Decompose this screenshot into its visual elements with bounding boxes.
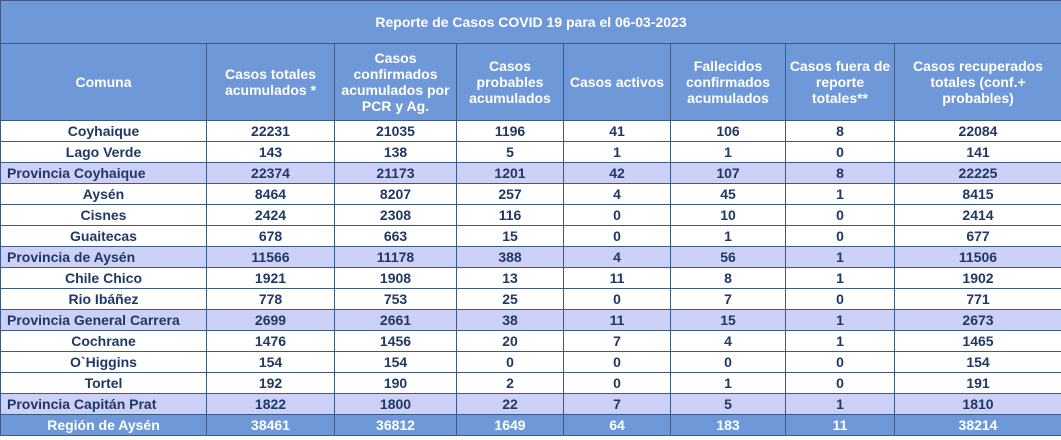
cell-fuera-reporte: 1 — [786, 331, 895, 352]
cell-fallecidos: 15 — [671, 310, 786, 331]
table-row — [1, 226, 1061, 247]
province-row — [1, 163, 1061, 184]
cell-fallecidos: 45 — [671, 184, 786, 205]
cell-casos-activos: 7 — [564, 331, 671, 352]
cell-fuera-reporte: 8 — [786, 163, 895, 184]
cell-casos-probables: 116 — [457, 205, 564, 226]
cell-casos-confirmados: 1800 — [335, 394, 457, 415]
cell-fuera-reporte: 11 — [786, 415, 895, 436]
cell-casos-probables: 5 — [457, 142, 564, 163]
cell-recuperados: 11506 — [895, 247, 1061, 268]
cell-recuperados: 22225 — [895, 163, 1061, 184]
cell-casos-confirmados: 138 — [335, 142, 457, 163]
cell-casos-totales: 1476 — [207, 331, 335, 352]
cell-fuera-reporte: 0 — [786, 142, 895, 163]
cell-recuperados: 2673 — [895, 310, 1061, 331]
cell-comuna: Provincia General Carrera — [1, 310, 207, 331]
header-casos-probables: Casos probables acumulados — [457, 44, 564, 121]
cell-casos-totales: 8464 — [207, 184, 335, 205]
table-row — [1, 121, 1061, 142]
cell-comuna: Provincia Coyhaique — [1, 163, 207, 184]
cell-fallecidos: 8 — [671, 268, 786, 289]
table-row — [1, 268, 1061, 289]
cell-casos-totales: 2699 — [207, 310, 335, 331]
cell-casos-activos: 42 — [564, 163, 671, 184]
province-row — [1, 247, 1061, 268]
province-row — [1, 394, 1061, 415]
cell-fallecidos: 1 — [671, 373, 786, 394]
cell-fuera-reporte: 1 — [786, 184, 895, 205]
cell-fuera-reporte: 1 — [786, 247, 895, 268]
cell-fuera-reporte: 0 — [786, 289, 895, 310]
cell-fallecidos: 106 — [671, 121, 786, 142]
cell-casos-totales: 143 — [207, 142, 335, 163]
header-comuna: Comuna — [1, 44, 207, 121]
region-total-row — [1, 415, 1061, 436]
cell-fallecidos: 183 — [671, 415, 786, 436]
header-fallecidos: Fallecidos confirmados acumulados — [671, 44, 786, 121]
cell-fuera-reporte: 1 — [786, 310, 895, 331]
cell-comuna: Región de Aysén — [1, 415, 207, 436]
cell-casos-confirmados: 663 — [335, 226, 457, 247]
cell-fallecidos: 5 — [671, 394, 786, 415]
cell-casos-totales: 778 — [207, 289, 335, 310]
cell-fuera-reporte: 1 — [786, 268, 895, 289]
cell-recuperados: 141 — [895, 142, 1061, 163]
table-row — [1, 331, 1061, 352]
cell-casos-confirmados: 36812 — [335, 415, 457, 436]
table-row — [1, 289, 1061, 310]
cell-comuna: Guaitecas — [1, 226, 207, 247]
cell-casos-totales: 192 — [207, 373, 335, 394]
cell-comuna: Lago Verde — [1, 142, 207, 163]
cell-recuperados: 2414 — [895, 205, 1061, 226]
cell-casos-confirmados: 154 — [335, 352, 457, 373]
cell-fallecidos: 0 — [671, 352, 786, 373]
header-casos-confirmados: Casos confirmados acumulados por PCR y Ag. — [335, 44, 457, 121]
cell-recuperados: 38214 — [895, 415, 1061, 436]
table-row — [1, 184, 1061, 205]
cell-casos-confirmados: 190 — [335, 373, 457, 394]
cell-casos-probables: 1649 — [457, 415, 564, 436]
cell-comuna: Coyhaique — [1, 121, 207, 142]
header-casos-totales: Casos totales acumulados * — [207, 44, 335, 121]
cell-casos-totales: 1921 — [207, 268, 335, 289]
cell-casos-probables: 20 — [457, 331, 564, 352]
cell-casos-activos: 1 — [564, 142, 671, 163]
cell-casos-probables: 388 — [457, 247, 564, 268]
cell-fallecidos: 7 — [671, 289, 786, 310]
table-row — [1, 142, 1061, 163]
header-fuera-reporte: Casos fuera de reporte totales** — [786, 44, 895, 121]
cell-fuera-reporte: 0 — [786, 373, 895, 394]
cell-casos-activos: 0 — [564, 289, 671, 310]
cell-casos-totales: 678 — [207, 226, 335, 247]
report-title: Reporte de Casos COVID 19 para el 06-03-2023 — [1, 1, 1061, 44]
cell-casos-confirmados: 1908 — [335, 268, 457, 289]
cell-casos-probables: 38 — [457, 310, 564, 331]
cell-casos-confirmados: 21173 — [335, 163, 457, 184]
cell-casos-probables: 0 — [457, 352, 564, 373]
cell-casos-probables: 25 — [457, 289, 564, 310]
cell-casos-confirmados: 11178 — [335, 247, 457, 268]
cell-casos-activos: 11 — [564, 268, 671, 289]
cell-comuna: Cochrane — [1, 331, 207, 352]
cell-recuperados: 1902 — [895, 268, 1061, 289]
cell-comuna: O`Higgins — [1, 352, 207, 373]
table-row — [1, 205, 1061, 226]
cell-casos-probables: 257 — [457, 184, 564, 205]
cell-casos-activos: 4 — [564, 247, 671, 268]
cell-recuperados: 1810 — [895, 394, 1061, 415]
cell-casos-confirmados: 21035 — [335, 121, 457, 142]
cell-casos-totales: 11566 — [207, 247, 335, 268]
cell-casos-activos: 0 — [564, 226, 671, 247]
header-casos-activos: Casos activos — [564, 44, 671, 121]
cell-fuera-reporte: 0 — [786, 226, 895, 247]
header-row — [1, 44, 1061, 121]
cell-fuera-reporte: 0 — [786, 205, 895, 226]
cell-fallecidos: 1 — [671, 226, 786, 247]
table-row — [1, 373, 1061, 394]
table-row — [1, 352, 1061, 373]
cell-casos-totales: 2424 — [207, 205, 335, 226]
cell-recuperados: 191 — [895, 373, 1061, 394]
cell-casos-activos: 0 — [564, 205, 671, 226]
cell-casos-probables: 1196 — [457, 121, 564, 142]
cell-fallecidos: 56 — [671, 247, 786, 268]
cell-casos-activos: 7 — [564, 394, 671, 415]
cell-comuna: Rio Ibáñez — [1, 289, 207, 310]
cell-recuperados: 771 — [895, 289, 1061, 310]
cell-casos-activos: 41 — [564, 121, 671, 142]
cell-casos-confirmados: 8207 — [335, 184, 457, 205]
cell-casos-probables: 13 — [457, 268, 564, 289]
cell-casos-confirmados: 1456 — [335, 331, 457, 352]
cell-casos-totales: 38461 — [207, 415, 335, 436]
header-recuperados: Casos recuperados totales (conf.+ probables) — [895, 44, 1061, 121]
cell-fuera-reporte: 0 — [786, 352, 895, 373]
cell-casos-confirmados: 2308 — [335, 205, 457, 226]
cell-recuperados: 677 — [895, 226, 1061, 247]
cell-casos-activos: 0 — [564, 373, 671, 394]
cell-casos-activos: 11 — [564, 310, 671, 331]
cell-casos-totales: 154 — [207, 352, 335, 373]
province-row — [1, 310, 1061, 331]
cell-casos-confirmados: 753 — [335, 289, 457, 310]
cell-recuperados: 8415 — [895, 184, 1061, 205]
cell-casos-probables: 22 — [457, 394, 564, 415]
cell-casos-totales: 22231 — [207, 121, 335, 142]
cell-casos-confirmados: 2661 — [335, 310, 457, 331]
cell-comuna: Cisnes — [1, 205, 207, 226]
cell-fallecidos: 1 — [671, 142, 786, 163]
cell-fallecidos: 10 — [671, 205, 786, 226]
cell-recuperados: 1465 — [895, 331, 1061, 352]
cell-fallecidos: 4 — [671, 331, 786, 352]
title-row — [1, 1, 1061, 44]
cell-fuera-reporte: 1 — [786, 394, 895, 415]
cell-casos-activos: 64 — [564, 415, 671, 436]
cell-recuperados: 154 — [895, 352, 1061, 373]
cell-comuna: Provincia de Aysén — [1, 247, 207, 268]
cell-comuna: Tortel — [1, 373, 207, 394]
cell-comuna: Chile Chico — [1, 268, 207, 289]
cell-casos-probables: 15 — [457, 226, 564, 247]
cell-casos-probables: 1201 — [457, 163, 564, 184]
cell-casos-totales: 22374 — [207, 163, 335, 184]
cell-recuperados: 22084 — [895, 121, 1061, 142]
cell-comuna: Aysén — [1, 184, 207, 205]
cell-casos-activos: 0 — [564, 352, 671, 373]
cell-fallecidos: 107 — [671, 163, 786, 184]
cell-comuna: Provincia Capitán Prat — [1, 394, 207, 415]
table-body — [1, 121, 1061, 436]
cell-fuera-reporte: 8 — [786, 121, 895, 142]
cell-casos-totales: 1822 — [207, 394, 335, 415]
cell-casos-probables: 2 — [457, 373, 564, 394]
cell-casos-activos: 4 — [564, 184, 671, 205]
